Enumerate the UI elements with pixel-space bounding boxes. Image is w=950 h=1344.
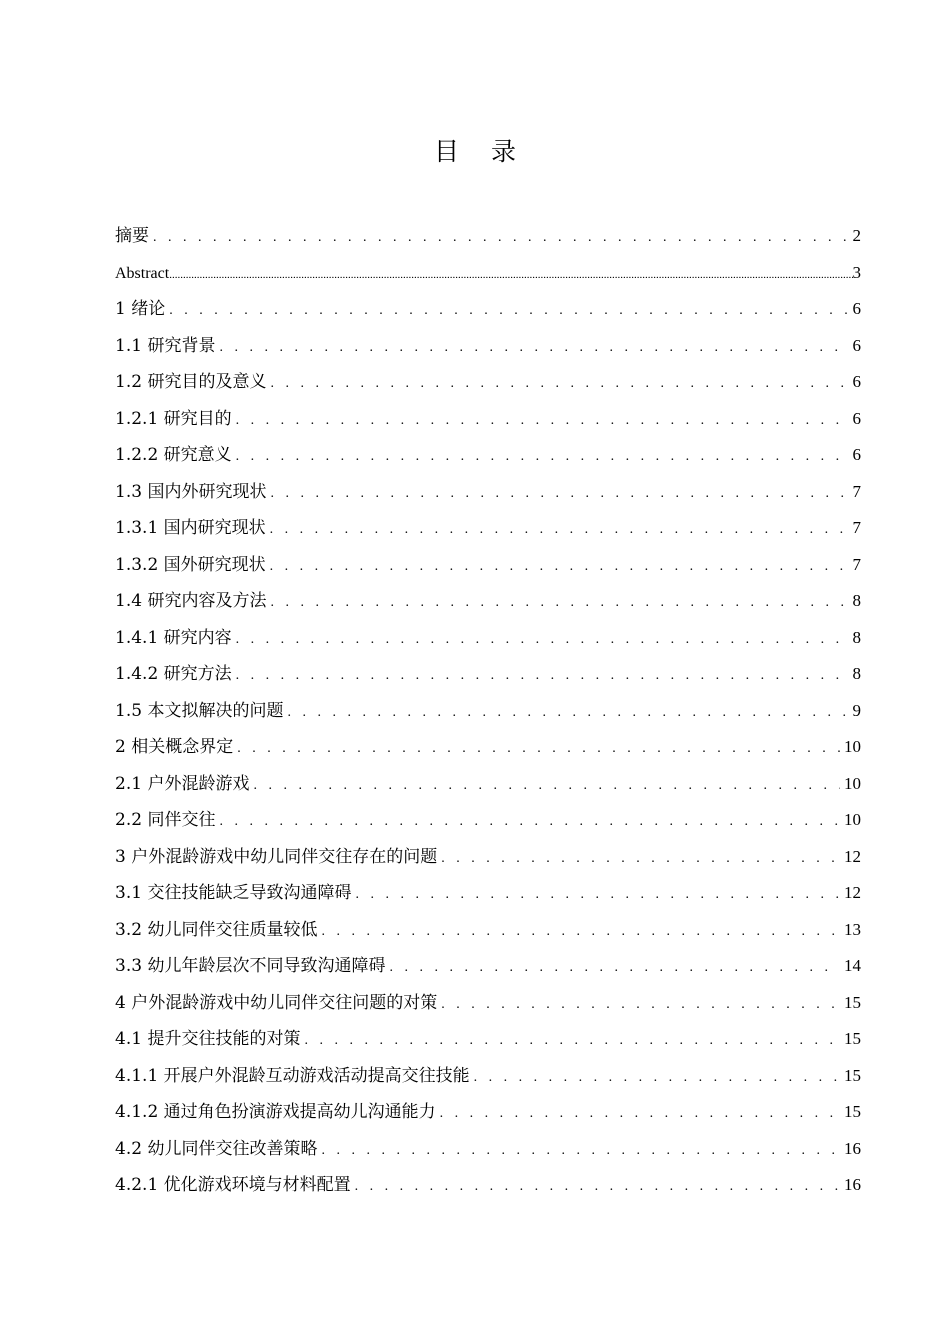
toc-entry-page-number: 15	[844, 992, 861, 1012]
toc-dot-leader	[169, 257, 852, 294]
toc-entry-page-number: 10	[844, 737, 861, 756]
toc-entry-page-number: 3	[852, 262, 861, 282]
toc-dot-leader	[321, 1133, 840, 1170]
toc-entry-label: 1.2 研究目的及意义	[115, 372, 267, 392]
toc-entry-label: 3.3 幼儿年龄层次不同导致沟通障碍	[115, 956, 386, 976]
toc-dot-leader	[270, 512, 849, 549]
toc-entry-label: 4.1.1 开展户外混龄互动游戏活动提高交往技能	[115, 1065, 470, 1086]
toc-entry-page-number: 16	[844, 1175, 861, 1194]
toc-dot-leader	[237, 731, 840, 768]
toc-dot-leader	[287, 695, 848, 732]
toc-dot-leader	[236, 658, 849, 695]
toc-entry[interactable]	[115, 547, 861, 584]
toc-entry-label: 摘要	[115, 226, 149, 246]
toc-entry-label: 4.1 提升交往技能的对策	[115, 1029, 301, 1049]
toc-entry-page-number: 15	[844, 1065, 861, 1085]
toc-entry[interactable]	[115, 510, 861, 547]
toc-dot-leader	[253, 768, 840, 805]
toc-dot-leader	[219, 330, 848, 367]
toc-dot-leader	[389, 950, 840, 987]
toc-entry-label: Abstract	[115, 264, 170, 282]
toc-dot-leader	[441, 841, 840, 878]
toc-entry[interactable]	[115, 255, 861, 292]
toc-entry-page-number: 10	[844, 810, 861, 829]
toc-entry[interactable]	[115, 1094, 861, 1131]
toc-entry-page-number: 6	[852, 335, 861, 355]
toc-entry[interactable]	[115, 912, 861, 949]
toc-entry[interactable]	[115, 401, 861, 438]
toc-entry-label: 4.2.1 优化游戏环境与材料配置	[115, 1175, 351, 1195]
toc-entry[interactable]	[115, 474, 861, 511]
toc-dot-leader	[169, 293, 848, 330]
toc-entry-label: 1.3.1 国内研究现状	[115, 518, 266, 538]
toc-entry-label: 2 相关概念界定	[115, 737, 234, 757]
toc-dot-leader	[355, 877, 840, 914]
toc-dot-leader	[321, 914, 840, 951]
toc-entry-page-number: 7	[852, 554, 861, 574]
toc-entry-label: 3 户外混龄游戏中幼儿同伴交往存在的问题	[115, 846, 438, 867]
toc-dot-leader	[236, 439, 849, 476]
toc-entry-label: 1.2.2 研究意义	[115, 445, 232, 465]
toc-entry-page-number: 2	[852, 226, 861, 245]
toc-entry[interactable]	[115, 875, 861, 912]
toc-entry[interactable]	[115, 437, 861, 474]
toc-entry-page-number: 15	[844, 1102, 861, 1121]
toc-title-text: 目 录	[434, 137, 516, 166]
toc-entry-label: 1.4.1 研究内容	[115, 627, 232, 648]
toc-entry-label: 4.2 幼儿同伴交往改善策略	[115, 1138, 318, 1159]
toc-entry-page-number: 6	[852, 445, 861, 464]
table-of-contents	[115, 218, 861, 1204]
toc-dot-leader	[304, 1023, 840, 1060]
toc-entry-page-number: 8	[852, 627, 861, 647]
toc-entry-page-number: 12	[844, 846, 861, 866]
toc-entry-page-number: 6	[852, 408, 861, 428]
toc-dot-leader	[474, 1060, 840, 1097]
toc-entry[interactable]	[115, 583, 861, 620]
toc-entry[interactable]	[115, 218, 861, 255]
toc-entry-page-number: 13	[844, 919, 861, 939]
toc-dot-leader	[270, 476, 848, 513]
toc-dot-leader	[236, 622, 849, 659]
toc-entry-label: 4.1.2 通过角色扮演游戏提高幼儿沟通能力	[115, 1102, 436, 1122]
toc-entry-page-number: 7	[852, 481, 861, 501]
toc-dot-leader	[355, 1169, 840, 1206]
toc-entry-page-number: 8	[852, 591, 861, 610]
toc-entry[interactable]	[115, 620, 861, 657]
toc-entry-page-number: 15	[844, 1029, 861, 1048]
toc-dot-leader	[441, 987, 840, 1024]
toc-entry[interactable]	[115, 948, 861, 985]
toc-entry[interactable]	[115, 656, 861, 693]
toc-dot-leader	[219, 804, 840, 841]
toc-entry[interactable]	[115, 693, 861, 730]
toc-entry-page-number: 7	[852, 518, 861, 537]
toc-title	[0, 132, 950, 168]
toc-entry-page-number: 6	[852, 372, 861, 391]
toc-entry-page-number: 10	[844, 773, 861, 793]
toc-entry-label: 1.3.2 国外研究现状	[115, 554, 266, 575]
toc-entry-label: 1.5 本文拟解决的问题	[115, 700, 284, 721]
toc-entry[interactable]	[115, 1167, 861, 1204]
toc-entry[interactable]	[115, 839, 861, 876]
toc-entry[interactable]	[115, 1058, 861, 1095]
toc-entry-page-number: 14	[844, 956, 861, 975]
toc-entry[interactable]	[115, 985, 861, 1022]
toc-dot-leader	[236, 403, 849, 440]
toc-entry[interactable]	[115, 1131, 861, 1168]
toc-entry-label: 2.2 同伴交往	[115, 810, 216, 830]
toc-dot-leader	[153, 220, 849, 257]
toc-entry-label: 4 户外混龄游戏中幼儿同伴交往问题的对策	[115, 992, 438, 1013]
toc-entry-page-number: 9	[852, 700, 861, 720]
toc-dot-leader	[270, 549, 849, 586]
toc-entry-page-number: 6	[852, 299, 861, 318]
toc-entry[interactable]	[115, 729, 861, 766]
toc-entry[interactable]	[115, 802, 861, 839]
toc-entry[interactable]	[115, 291, 861, 328]
toc-entry-page-number: 8	[852, 664, 861, 683]
toc-entry-label: 1.1 研究背景	[115, 335, 216, 356]
toc-entry[interactable]	[115, 766, 861, 803]
toc-entry[interactable]	[115, 328, 861, 365]
toc-entry-label: 3.2 幼儿同伴交往质量较低	[115, 919, 318, 940]
toc-entry-label: 2.1 户外混龄游戏	[115, 773, 250, 794]
toc-dot-leader	[270, 585, 848, 622]
toc-entry-label: 1.4 研究内容及方法	[115, 591, 267, 611]
toc-entry-page-number: 16	[844, 1138, 861, 1158]
toc-dot-leader	[270, 366, 848, 403]
toc-entry[interactable]	[115, 364, 861, 401]
toc-entry-label: 1.2.1 研究目的	[115, 408, 232, 429]
toc-entry[interactable]	[115, 1021, 861, 1058]
toc-entry-label: 3.1 交往技能缺乏导致沟通障碍	[115, 883, 352, 903]
toc-entry-label: 1.4.2 研究方法	[115, 664, 232, 684]
toc-entry-label: 1 绪论	[115, 299, 166, 319]
toc-dot-leader	[440, 1096, 840, 1133]
toc-entry-page-number: 12	[844, 883, 861, 902]
toc-entry-label: 1.3 国内外研究现状	[115, 481, 267, 502]
